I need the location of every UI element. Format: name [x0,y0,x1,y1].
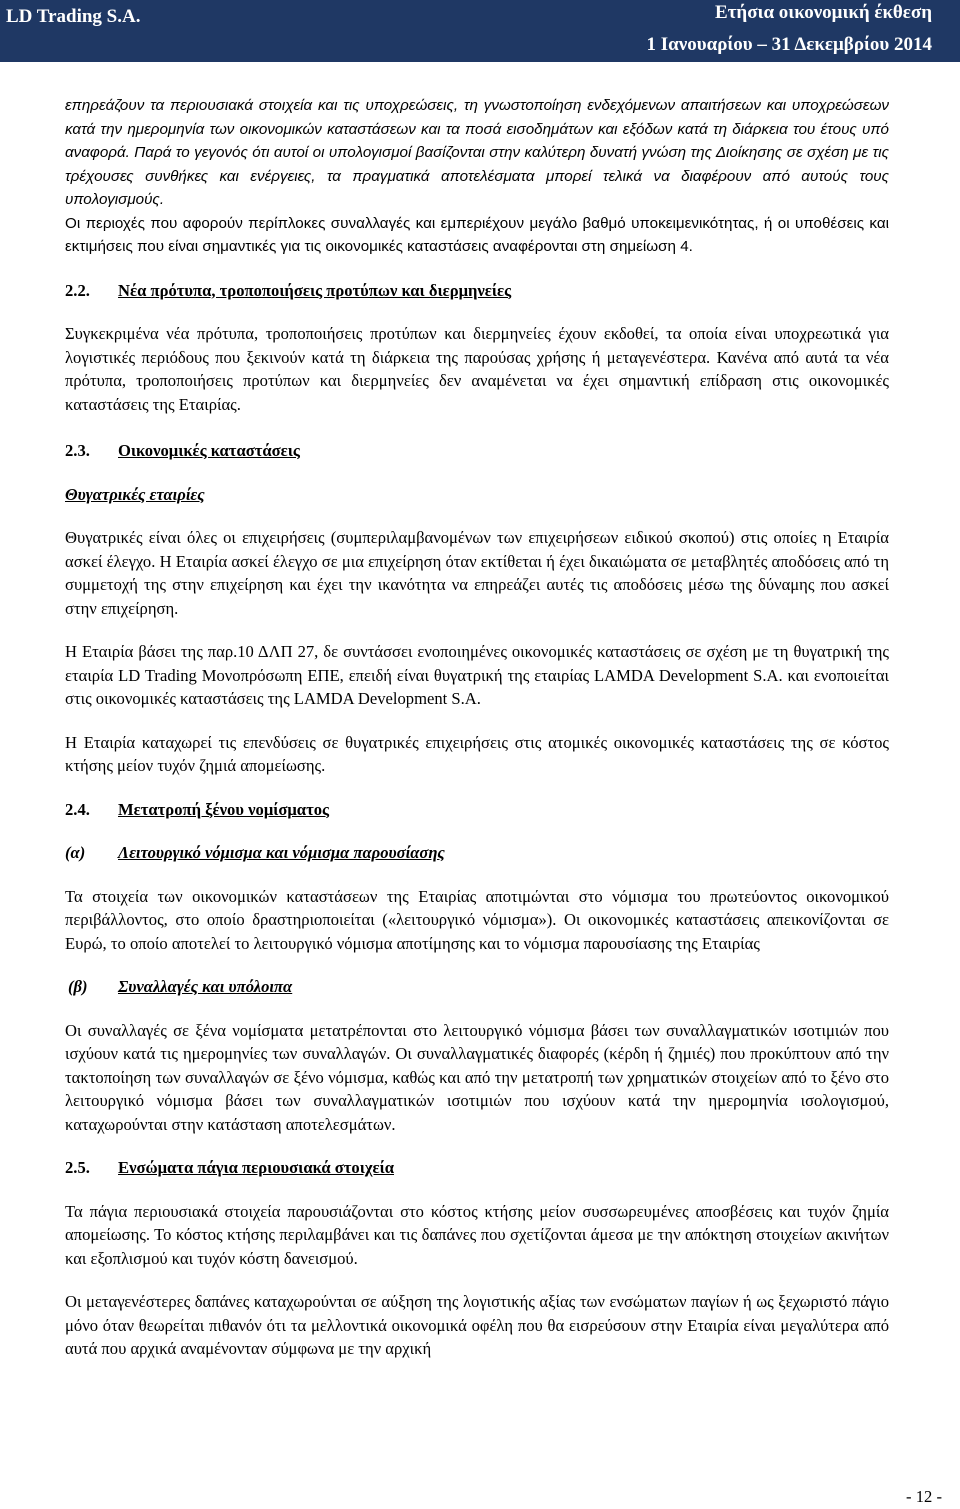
s22-text-1: Συγκεκριμένα νέα πρότυπα, τροποποιήσεις προτύπων και διερμηνείες έχουν εκδοθεί, τα οποία είναι υποχρεωτικά για λογιστικές περιόδους που ξεκινούν κατά τη διάρκεια της παρούσας χρήσης ή μεταγενέστερα. [65,324,889,367]
intro-serif-text: Οι περιοχές που αφορούν περίπλοκες συναλλαγές και εμπεριέχουν μεγάλο βαθμό υποκειμενικότητας, ή οι υποθέσεις και εκτιμήσεις που είναι σημαντικές για τις οικονομικές καταστάσεις αναφέρονται στη σημείωση 4. [65,214,889,255]
section-number: 2.3. [65,441,90,460]
subsection-title: Συναλλαγές και υπόλοιπα [118,977,293,996]
transactions-paragraph: Οι συναλλαγές σε ξένα νομίσματα μετατρέπονται στο λειτουργικό νόμισμα βάσει των συναλλαγματικών ισοτιμιών που ισχύουν κατά τις ημερομηνίες των συναλλαγών. Οι συναλλαγματικές διαφορές (κέρδη ή ζημιές) που προκύπτουν από την τακτοποίηση των συναλλαγών σε ξένο νόμισμα, καθώς και από την μετατροπή των χρηματικών στοιχείων από το ξένο στο λειτουργικό νόμισμα βάσει των συναλλαγματικών ισοτιμιών που ισχύουν κατά την ημερομηνία ισολογισμού, καταχωρούνται στην κατάσταση αποτελεσμάτων. [65,1020,889,1134]
subsection-label: (β) [68,977,88,996]
subsection-title: Λειτουργικό νόμισμα και νόμισμα παρουσίασης [118,843,445,862]
company-name: LD Trading S.A. [6,6,141,27]
section-number: 2.2. [65,280,90,300]
page-header [0,0,960,62]
section-2-4-heading [65,798,889,822]
functional-currency-paragraph: Τα στοιχεία των οικονομικών καταστάσεων της Εταιρίας αποτιμώνται στο νόμισμα του πρωτεύοντος οικονομικού περιβάλλοντος, στο οποίο δραστηριοποιείται («λειτουργικό νόμισμα»). Οι οικονομικές καταστάσεις απεικονίζονται σε Ευρώ, το οποίο αποτελεί το λειτουργικό νόμισμα αποτίμησης και το νόμισμα παρουσίασης της Εταιρίας [65,886,889,953]
page-number: - 12 - [906,1487,942,1506]
intro-continued-paragraph [65,212,889,259]
section-title: Μετατροπή ξένου νομίσματος [118,799,330,819]
subsidiaries-paragraph-2: Η Εταιρία βάσει της παρ.10 ΔΛΠ 27, δε συντάσσει ενοποιημένες οικονομικές καταστάσεις σε σχέση με τη θυγατρική της εταιρία LD Trading Μονοπρόσωπη ΕΠΕ, επειδή είναι θυγατρική της εταιρίας LAMDA Development S.A. και ενοποιείται στις οικονομικές καταστάσεις της LAMDA Development S.A. [65,642,889,708]
report-period: 1 Ιανουαρίου – 31 Δεκεμβρίου 2014 [646,34,932,55]
subsection-title: Θυγατρικές εταιρίες [65,484,205,504]
section-title: Ενσώματα πάγια περιουσιακά στοιχεία [118,1158,395,1177]
fixed-assets-paragraph-1: Τα πάγια περιουσιακά στοιχεία παρουσιάζονται στο κόστος κτήσης μείον συσσωρευμένες αποσβέσεις και τυχόν ζημία απομείωσης. Το κόστος κτήσης περιλαμβάνει και τις δαπάνες που σχετίζονται άμεσα με την απόκτηση στοιχείων ακινήτων και εξοπλισμού και τυχόν κόστη δανεισμού. [65,1201,889,1268]
section-2-5-heading [65,1156,889,1180]
fixed-assets-paragraph-2: Οι μεταγενέστερες δαπάνες καταχωρούνται σε αύξηση της λογιστικής αξίας των ενσώματων παγίων ή ως ξεχωριστό πάγιο μόνο όταν θεωρείται πιθανόν ότι τα μελλοντικά οικονομικά οφέλη που θα εισρεύσουν στην Εταιρία είναι μεγαλύτερα από αυτά που αρχικά αναμένονταν σύμφωνα με την αρχική [65,1292,889,1358]
subsidiaries-paragraph-3: Η Εταιρία καταχωρεί τις επενδύσεις σε θυγατρικές επιχειρήσεις στις ατομικές οικονομικές καταστάσεις της σε κόστος κτήσης μείον τυχόν ζημιά απομείωσης. [65,732,889,775]
subsidiaries-subheading [65,483,889,507]
subsection-label: (α) [65,843,86,862]
section-number: 2.5. [65,1158,90,1177]
intro-paragraph [65,94,889,212]
section-2-2-paragraph [65,322,889,416]
transactions-subheading [65,975,889,999]
section-title: Οικονομικές καταστάσεις [118,441,300,460]
intro-sans-text: επηρεάζουν τα περιουσιακά στοιχεία και τις υποχρεώσεις, τη γνωστοποίηση ενδεχόμενων απαιτήσεων και υποχρεώσεων κατά την ημερομηνία των οικονομικών καταστάσεων και τα ποσά εισοδημάτων και εξόδων κατά τη διάρκεια του έτους υπό αναφορά. Παρά το γεγονός ότι αυτοί οι υπολογισμοί βασίζονται στην καλύτερη δυνατή γνώση της Διοίκησης σε σχέση με τις τρέχουσες συνθήκες και ενέργειες, τα πραγματικά αποτελέσματα μπορεί τελικά να διαφέρουν από αυτούς τους υπολογισμούς. [65,97,889,208]
s22-text-2: Κανένα από αυτά τα νέα πρότυπα, τροποποιήσεις προτύπων και διερμηνείες δεν αναμένεται να έχει σημαντική επίδραση στις οικονομικές καταστάσεις της Εταιρίας. [65,347,889,414]
report-title: Ετήσια οικονομική έκθεση [715,2,932,23]
section-title: Νέα πρότυπα, τροποποιήσεις προτύπων και διερμηνείες [118,280,512,300]
subsidiaries-paragraph-1: Θυγατρικές είναι όλες οι επιχειρήσεις (συμπεριλαμβανομένων των επιχειρήσεων ειδικού σκοπού) στις οποίες η Εταιρία ασκεί έλεγχο. Η Εταιρία ασκεί έλεγχο σε μια επιχείρηση όταν εκτίθεται ή έχει δικαιώματα σε μεταβλητές αποδόσεις από τη συμμετοχή της στην επιχείρηση και έχει την ικανότητα να επηρεάζει αυτές τις αποδόσεις μέσω της δύναμης που ασκεί στην επιχείρηση. [65,528,889,618]
section-2-2-heading [65,279,889,303]
section-2-3-heading [65,439,889,463]
section-number: 2.4. [65,799,90,819]
document-body [65,94,889,1361]
functional-currency-subheading [65,841,889,865]
